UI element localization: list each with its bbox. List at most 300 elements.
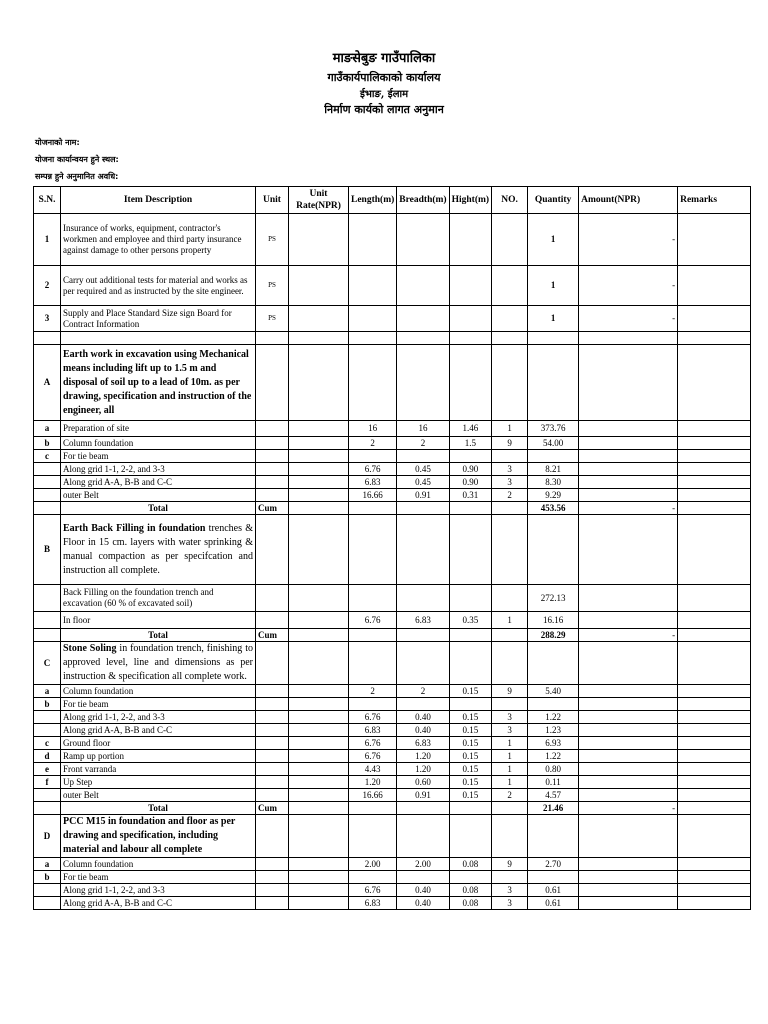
cell-breadth: 2.00 — [397, 858, 449, 871]
cell-breadth — [397, 802, 449, 815]
cell-quantity — [528, 345, 579, 421]
cell-remarks — [678, 463, 751, 476]
cell-sn: b — [34, 871, 61, 884]
cell-length: 2 — [349, 685, 397, 698]
cell-height: 0.08 — [449, 858, 491, 871]
cell-number — [492, 345, 528, 421]
cell-description: Carry out additional tests for material and works as per required and as instructed by the site engineer. — [61, 266, 256, 306]
table-row — [34, 871, 751, 884]
cell-unit — [256, 450, 289, 463]
cell-number — [492, 214, 528, 266]
cell-length: 1.20 — [349, 776, 397, 789]
office-title: माङसेबुङ गाउँपालिका — [332, 51, 436, 66]
cell-remarks — [678, 884, 751, 897]
table-header-row — [34, 187, 751, 214]
cell-quantity: 16.16 — [528, 612, 579, 629]
project-duration-label: सम्पन्न हुने अनुमानित अवधि: — [35, 172, 119, 181]
cell-breadth: 0.45 — [397, 463, 449, 476]
cell-amount — [579, 724, 678, 737]
cell-sn: B — [34, 515, 61, 585]
cell-number: 1 — [492, 763, 528, 776]
cell-remarks — [678, 515, 751, 585]
cell-description — [61, 332, 256, 345]
cell-unit — [256, 463, 289, 476]
table-row — [34, 724, 751, 737]
table-row — [34, 214, 751, 266]
cell-remarks — [678, 476, 751, 489]
cell-height — [449, 585, 491, 612]
cell-unit-rate — [289, 858, 349, 871]
cell-unit — [256, 345, 289, 421]
cell-breadth: 1.20 — [397, 763, 449, 776]
cell-unit-rate — [289, 502, 349, 515]
cell-breadth: 0.91 — [397, 489, 449, 502]
cell-length — [349, 871, 397, 884]
cell-unit-rate — [289, 884, 349, 897]
cell-quantity: 0.80 — [528, 763, 579, 776]
cell-height: 0.15 — [449, 750, 491, 763]
cell-amount — [579, 450, 678, 463]
cell-amount — [579, 698, 678, 711]
cell-sn: a — [34, 421, 61, 437]
table-row — [34, 815, 751, 858]
cell-unit-rate — [289, 698, 349, 711]
cell-unit-rate — [289, 214, 349, 266]
cell-remarks — [678, 214, 751, 266]
table-row — [34, 421, 751, 437]
cell-unit-rate — [289, 463, 349, 476]
cell-sn — [34, 724, 61, 737]
cell-remarks — [678, 858, 751, 871]
table-row — [34, 698, 751, 711]
cell-amount — [579, 871, 678, 884]
table-row — [34, 789, 751, 802]
table-row — [34, 585, 751, 612]
cell-sn: a — [34, 685, 61, 698]
cell-amount — [579, 437, 678, 450]
table-row — [34, 897, 751, 910]
table-row — [34, 612, 751, 629]
cell-breadth — [397, 306, 449, 332]
cell-unit: PS — [256, 214, 289, 266]
cell-quantity — [528, 871, 579, 884]
cell-breadth — [397, 214, 449, 266]
header-unit: Unit — [256, 187, 289, 214]
cell-remarks — [678, 450, 751, 463]
cell-length — [349, 502, 397, 515]
header-amount: Amount(NPR) — [579, 187, 678, 214]
cell-description: Insurance of works, equipment, contractor's workmen and employee and third party insurance against damage to other persons property — [61, 214, 256, 266]
cell-number: 3 — [492, 463, 528, 476]
cell-description: Up Step — [61, 776, 256, 789]
cell-quantity — [528, 332, 579, 345]
cell-quantity: 0.61 — [528, 884, 579, 897]
cell-sn: d — [34, 750, 61, 763]
cell-quantity: 453.56 — [528, 502, 579, 515]
cell-quantity — [528, 698, 579, 711]
cell-amount — [579, 345, 678, 421]
cell-remarks — [678, 724, 751, 737]
cell-number: 1 — [492, 776, 528, 789]
cell-quantity — [528, 515, 579, 585]
cell-amount — [579, 515, 678, 585]
cell-remarks — [678, 737, 751, 750]
table-row — [34, 629, 751, 642]
cell-amount — [579, 884, 678, 897]
cell-length: 6.76 — [349, 711, 397, 724]
cell-breadth: 0.40 — [397, 724, 449, 737]
cell-unit-rate — [289, 476, 349, 489]
cell-length — [349, 802, 397, 815]
cell-number: 3 — [492, 724, 528, 737]
cell-number: 1 — [492, 737, 528, 750]
cell-remarks — [678, 897, 751, 910]
cell-amount — [579, 489, 678, 502]
cell-number — [492, 502, 528, 515]
cell-amount: - — [579, 266, 678, 306]
cell-quantity: 272.13 — [528, 585, 579, 612]
cell-number — [492, 266, 528, 306]
table-row — [34, 776, 751, 789]
cell-number — [492, 802, 528, 815]
cell-unit-rate — [289, 266, 349, 306]
cell-number — [492, 515, 528, 585]
office-address: ईभाङ, ईलाम — [359, 89, 409, 100]
header-breadth: Breadth(m) — [397, 187, 449, 214]
cell-remarks — [678, 698, 751, 711]
cell-remarks — [678, 642, 751, 685]
cell-description: Along grid A-A, B-B and C-C — [61, 724, 256, 737]
cell-sn: D — [34, 815, 61, 858]
cell-remarks — [678, 489, 751, 502]
cell-description: Column foundation — [61, 858, 256, 871]
cell-unit-rate — [289, 450, 349, 463]
cell-quantity: 8.30 — [528, 476, 579, 489]
cell-description: PCC M15 in foundation and floor as per drawing and specification, including material and labour all complete — [61, 815, 256, 858]
cell-length: 16 — [349, 421, 397, 437]
cell-quantity: 0.11 — [528, 776, 579, 789]
cell-description: Along grid A-A, B-B and C-C — [61, 476, 256, 489]
cell-amount — [579, 750, 678, 763]
cell-quantity: 9.29 — [528, 489, 579, 502]
cell-height — [449, 214, 491, 266]
cell-breadth — [397, 515, 449, 585]
cell-length: 16.66 — [349, 789, 397, 802]
cell-unit — [256, 750, 289, 763]
cell-unit-rate — [289, 776, 349, 789]
cell-height — [449, 345, 491, 421]
cell-unit-rate — [289, 711, 349, 724]
cell-sn: C — [34, 642, 61, 685]
cell-description: Preparation of site — [61, 421, 256, 437]
cell-unit — [256, 642, 289, 685]
cell-amount — [579, 858, 678, 871]
cell-number: 3 — [492, 476, 528, 489]
cell-sn: a — [34, 858, 61, 871]
cell-unit — [256, 437, 289, 450]
cell-amount — [579, 763, 678, 776]
cell-description: Earth work in excavation using Mechanical means including lift up to 1.5 m and disposal of soil up to a lead of 10m. as per drawing, specification and instruction of the engineer, all — [61, 345, 256, 421]
cell-amount — [579, 585, 678, 612]
cell-length: 6.76 — [349, 737, 397, 750]
cell-amount — [579, 711, 678, 724]
cell-length — [349, 332, 397, 345]
cell-quantity: 1 — [528, 306, 579, 332]
cell-breadth — [397, 698, 449, 711]
cell-description: Column foundation — [61, 685, 256, 698]
cell-breadth: 0.40 — [397, 711, 449, 724]
cell-amount: - — [579, 502, 678, 515]
cell-unit — [256, 698, 289, 711]
cell-quantity: 1.22 — [528, 711, 579, 724]
cell-amount — [579, 463, 678, 476]
cell-unit-rate — [289, 437, 349, 450]
cell-description: Total — [61, 629, 256, 642]
cell-unit-rate — [289, 585, 349, 612]
cell-unit — [256, 585, 289, 612]
cell-height — [449, 642, 491, 685]
cell-unit: Cum — [256, 802, 289, 815]
cell-height: 1.5 — [449, 437, 491, 450]
cell-breadth: 6.83 — [397, 737, 449, 750]
cell-number — [492, 332, 528, 345]
cell-unit: Cum — [256, 629, 289, 642]
cell-breadth: 0.40 — [397, 897, 449, 910]
cell-unit — [256, 884, 289, 897]
cell-height: 0.90 — [449, 463, 491, 476]
cell-height — [449, 515, 491, 585]
cell-unit — [256, 612, 289, 629]
cell-height: 0.31 — [449, 489, 491, 502]
cell-amount: - — [579, 214, 678, 266]
cell-number: 3 — [492, 897, 528, 910]
cell-length: 6.83 — [349, 724, 397, 737]
cell-breadth: 1.20 — [397, 750, 449, 763]
table-row — [34, 737, 751, 750]
cell-unit: PS — [256, 306, 289, 332]
table-row — [34, 332, 751, 345]
cell-number — [492, 815, 528, 858]
cell-height — [449, 450, 491, 463]
cell-unit — [256, 897, 289, 910]
cell-sn — [34, 897, 61, 910]
cell-unit — [256, 421, 289, 437]
cell-description: Along grid 1-1, 2-2, and 3-3 — [61, 711, 256, 724]
cell-height: 0.15 — [449, 763, 491, 776]
cell-remarks — [678, 306, 751, 332]
cell-quantity: 373.76 — [528, 421, 579, 437]
cell-unit-rate — [289, 489, 349, 502]
cell-unit-rate — [289, 789, 349, 802]
cell-length: 6.76 — [349, 612, 397, 629]
header-remarks: Remarks — [678, 187, 751, 214]
cell-length: 6.76 — [349, 463, 397, 476]
cell-description: Along grid 1-1, 2-2, and 3-3 — [61, 884, 256, 897]
cell-breadth — [397, 450, 449, 463]
cell-amount — [579, 685, 678, 698]
cell-description: For tie beam — [61, 871, 256, 884]
cell-height — [449, 629, 491, 642]
table-row — [34, 884, 751, 897]
cell-unit — [256, 858, 289, 871]
cell-quantity: 288.29 — [528, 629, 579, 642]
cell-number: 3 — [492, 884, 528, 897]
cell-length — [349, 515, 397, 585]
cell-amount: - — [579, 802, 678, 815]
cell-unit-rate — [289, 815, 349, 858]
cell-number — [492, 450, 528, 463]
cell-number — [492, 698, 528, 711]
cell-remarks — [678, 750, 751, 763]
cell-length — [349, 345, 397, 421]
cell-unit — [256, 871, 289, 884]
cell-unit-rate — [289, 642, 349, 685]
cell-amount — [579, 789, 678, 802]
cell-unit: PS — [256, 266, 289, 306]
cell-quantity: 1.23 — [528, 724, 579, 737]
cell-height — [449, 306, 491, 332]
cell-height: 0.15 — [449, 711, 491, 724]
cell-length — [349, 629, 397, 642]
cell-breadth — [397, 585, 449, 612]
cell-length — [349, 815, 397, 858]
cell-description: Stone Soling in foundation trench, finishing to approved level, line and dimensions as per instruction & specification all complete work. — [61, 642, 256, 685]
cell-sn: b — [34, 437, 61, 450]
cell-remarks — [678, 502, 751, 515]
cell-description: outer Belt — [61, 489, 256, 502]
cell-breadth: 0.60 — [397, 776, 449, 789]
cell-sn — [34, 502, 61, 515]
cell-unit: Cum — [256, 502, 289, 515]
cell-breadth: 6.83 — [397, 612, 449, 629]
table-row — [34, 476, 751, 489]
cell-sn: b — [34, 698, 61, 711]
cell-description: Total — [61, 502, 256, 515]
cell-quantity: 54.00 — [528, 437, 579, 450]
cell-unit-rate — [289, 763, 349, 776]
cell-remarks — [678, 763, 751, 776]
cell-height — [449, 332, 491, 345]
cell-sn: A — [34, 345, 61, 421]
cell-height: 0.15 — [449, 737, 491, 750]
cell-unit-rate — [289, 629, 349, 642]
cell-amount — [579, 332, 678, 345]
cell-breadth — [397, 332, 449, 345]
table-row — [34, 489, 751, 502]
cell-amount: - — [579, 306, 678, 332]
cell-number: 1 — [492, 750, 528, 763]
cell-sn — [34, 711, 61, 724]
cell-number: 9 — [492, 858, 528, 871]
cell-sn — [34, 332, 61, 345]
cell-description: Column foundation — [61, 437, 256, 450]
table-row — [34, 750, 751, 763]
cell-length: 6.83 — [349, 476, 397, 489]
cell-length: 6.76 — [349, 750, 397, 763]
cell-description: Front varranda — [61, 763, 256, 776]
header-height: Hight(m) — [449, 187, 491, 214]
cell-height: 1.46 — [449, 421, 491, 437]
cell-height: 0.15 — [449, 685, 491, 698]
cell-sn: 1 — [34, 214, 61, 266]
cell-quantity: 2.70 — [528, 858, 579, 871]
cell-unit — [256, 789, 289, 802]
cell-unit — [256, 724, 289, 737]
cell-breadth: 0.91 — [397, 789, 449, 802]
cell-quantity: 1 — [528, 214, 579, 266]
cell-amount — [579, 612, 678, 629]
cell-unit-rate — [289, 802, 349, 815]
cell-description: Ground floor — [61, 737, 256, 750]
cell-sn: 2 — [34, 266, 61, 306]
cell-remarks — [678, 711, 751, 724]
cell-sn: c — [34, 450, 61, 463]
cell-amount — [579, 897, 678, 910]
cell-quantity: 5.40 — [528, 685, 579, 698]
cell-unit — [256, 476, 289, 489]
table-row — [34, 502, 751, 515]
cell-remarks — [678, 815, 751, 858]
cell-amount — [579, 815, 678, 858]
cell-number — [492, 585, 528, 612]
cell-unit-rate — [289, 897, 349, 910]
cell-breadth — [397, 642, 449, 685]
cell-number — [492, 306, 528, 332]
cell-length — [349, 585, 397, 612]
cell-amount: - — [579, 629, 678, 642]
header-quantity: Quantity — [528, 187, 579, 214]
cell-length — [349, 450, 397, 463]
cell-quantity: 0.61 — [528, 897, 579, 910]
cell-description: Supply and Place Standard Size sign Board for Contract Information — [61, 306, 256, 332]
table-row — [34, 306, 751, 332]
cell-unit-rate — [289, 724, 349, 737]
project-name-label: योजनाको नाम: — [35, 138, 80, 147]
cell-breadth — [397, 502, 449, 515]
cell-unit — [256, 815, 289, 858]
cell-amount — [579, 642, 678, 685]
cell-height: 0.35 — [449, 612, 491, 629]
cell-remarks — [678, 802, 751, 815]
cell-number: 2 — [492, 789, 528, 802]
cell-number — [492, 871, 528, 884]
cell-remarks — [678, 345, 751, 421]
cell-unit-rate — [289, 306, 349, 332]
cell-unit-rate — [289, 871, 349, 884]
cell-height — [449, 815, 491, 858]
cell-unit-rate — [289, 421, 349, 437]
cell-remarks — [678, 871, 751, 884]
cell-unit-rate — [289, 737, 349, 750]
cell-length: 6.76 — [349, 884, 397, 897]
cell-number: 1 — [492, 421, 528, 437]
cell-description: Earth Back Filling in foundation trenches & Floor in 15 cm. layers with water sprinking & manual compaction as per specifcation and instruction all complete. — [61, 515, 256, 585]
cell-remarks — [678, 685, 751, 698]
document-title: निर्माण कार्यको लागत अनुमान — [324, 103, 444, 116]
cell-length: 16.66 — [349, 489, 397, 502]
table-row — [34, 711, 751, 724]
cell-description: In floor — [61, 612, 256, 629]
cell-description: Total — [61, 802, 256, 815]
cell-length: 2.00 — [349, 858, 397, 871]
table-row — [34, 463, 751, 476]
cell-length — [349, 214, 397, 266]
cell-sn — [34, 476, 61, 489]
estimate-table — [33, 186, 751, 910]
cell-description: Along grid A-A, B-B and C-C — [61, 897, 256, 910]
cell-unit — [256, 489, 289, 502]
cell-unit-rate — [289, 612, 349, 629]
